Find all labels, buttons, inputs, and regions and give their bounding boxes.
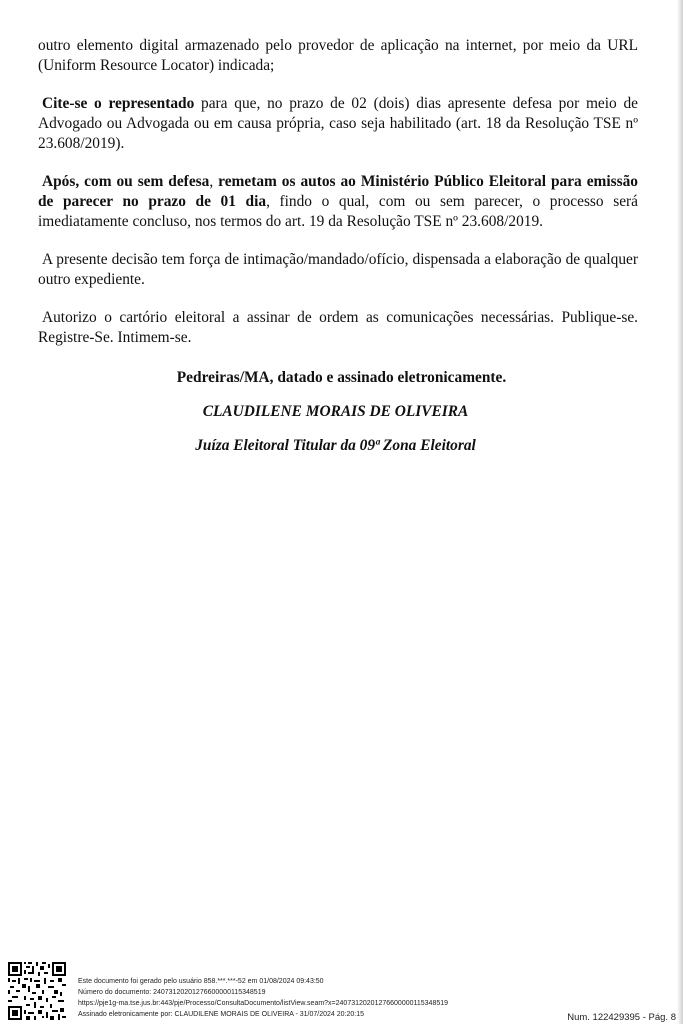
document-footer [8, 962, 676, 1022]
qr-code-icon [8, 962, 66, 1020]
signature-place-date: Pedreiras/MA, datado e assinado eletronicamente. [176, 369, 507, 386]
page-number: Num. 122429395 - Pág. 8 [567, 1012, 676, 1023]
signature-name: CLAUDILENE MORAIS DE OLIVEIRA [202, 403, 469, 420]
paragraph-3-bold-2: remetam os autos ao Ministério Público Eleitoral para emissão de parecer no prazo de 01 dia [38, 173, 639, 210]
paragraph-3-text: , findo o qual, com ou sem parecer, o processo será imediatamente concluso, nos termos do art. 19 da Resolução TSE nº 23.608/2019. [38, 193, 638, 230]
paragraph-4 [38, 250, 638, 290]
page-edge-shadow [677, 0, 683, 1024]
footer-signed-line: Assinado eletronicamente por: CLAUDILENE MORAIS DE OLIVEIRA - 31/07/2024 20:20:15 [78, 1011, 364, 1018]
paragraph-3 [38, 172, 638, 232]
paragraph-2-bold: Cite-se o representado [42, 95, 195, 112]
footer-metadata [78, 976, 448, 1020]
paragraph-2 [38, 94, 638, 154]
paragraph-1 [38, 36, 638, 76]
footer-document-number-line: Número do documento: 24073120201276600000115348519 [78, 989, 266, 996]
paragraph-2-text: para que, no prazo de 02 (dois) dias apresente defesa por meio de Advogado ou Advogada ou em causa própria, caso seja habilitado (art. 18 da Resolução TSE nº 23.608/2019). [38, 95, 639, 152]
paragraph-1-text: outro elemento digital armazenado pelo provedor de aplicação na internet, por meio da URL (Uniform Resource Locator) indicada; [38, 37, 638, 74]
paragraph-3-sep: , [209, 173, 219, 190]
paragraph-3-bold-1: Após, com ou sem defesa [42, 173, 210, 190]
paragraph-5-text: Autorizo o cartório eleitoral a assinar de ordem as comunicações necessárias. Publique-se. Registre-Se. Intimem-se. [38, 309, 638, 346]
document-body [38, 36, 638, 366]
footer-generated-line: Este documento foi gerado pelo usuário 858.***.***-52 em 01/08/2024 09:43:50 [78, 978, 324, 985]
paragraph-5 [38, 308, 638, 348]
paragraph-4-text: A presente decisão tem força de intimação/mandado/ofício, dispensada a elaboração de qualquer outro expediente. [38, 251, 638, 288]
signature-role: Juíza Eleitoral Titular da 09ª Zona Eleitoral [195, 437, 476, 454]
footer-url-line[interactable]: https://pje1g-ma.tse.jus.br:443/pje/Processo/ConsultaDocumento/listView.seam?x=24073120201276600000115348519 [78, 1000, 449, 1007]
